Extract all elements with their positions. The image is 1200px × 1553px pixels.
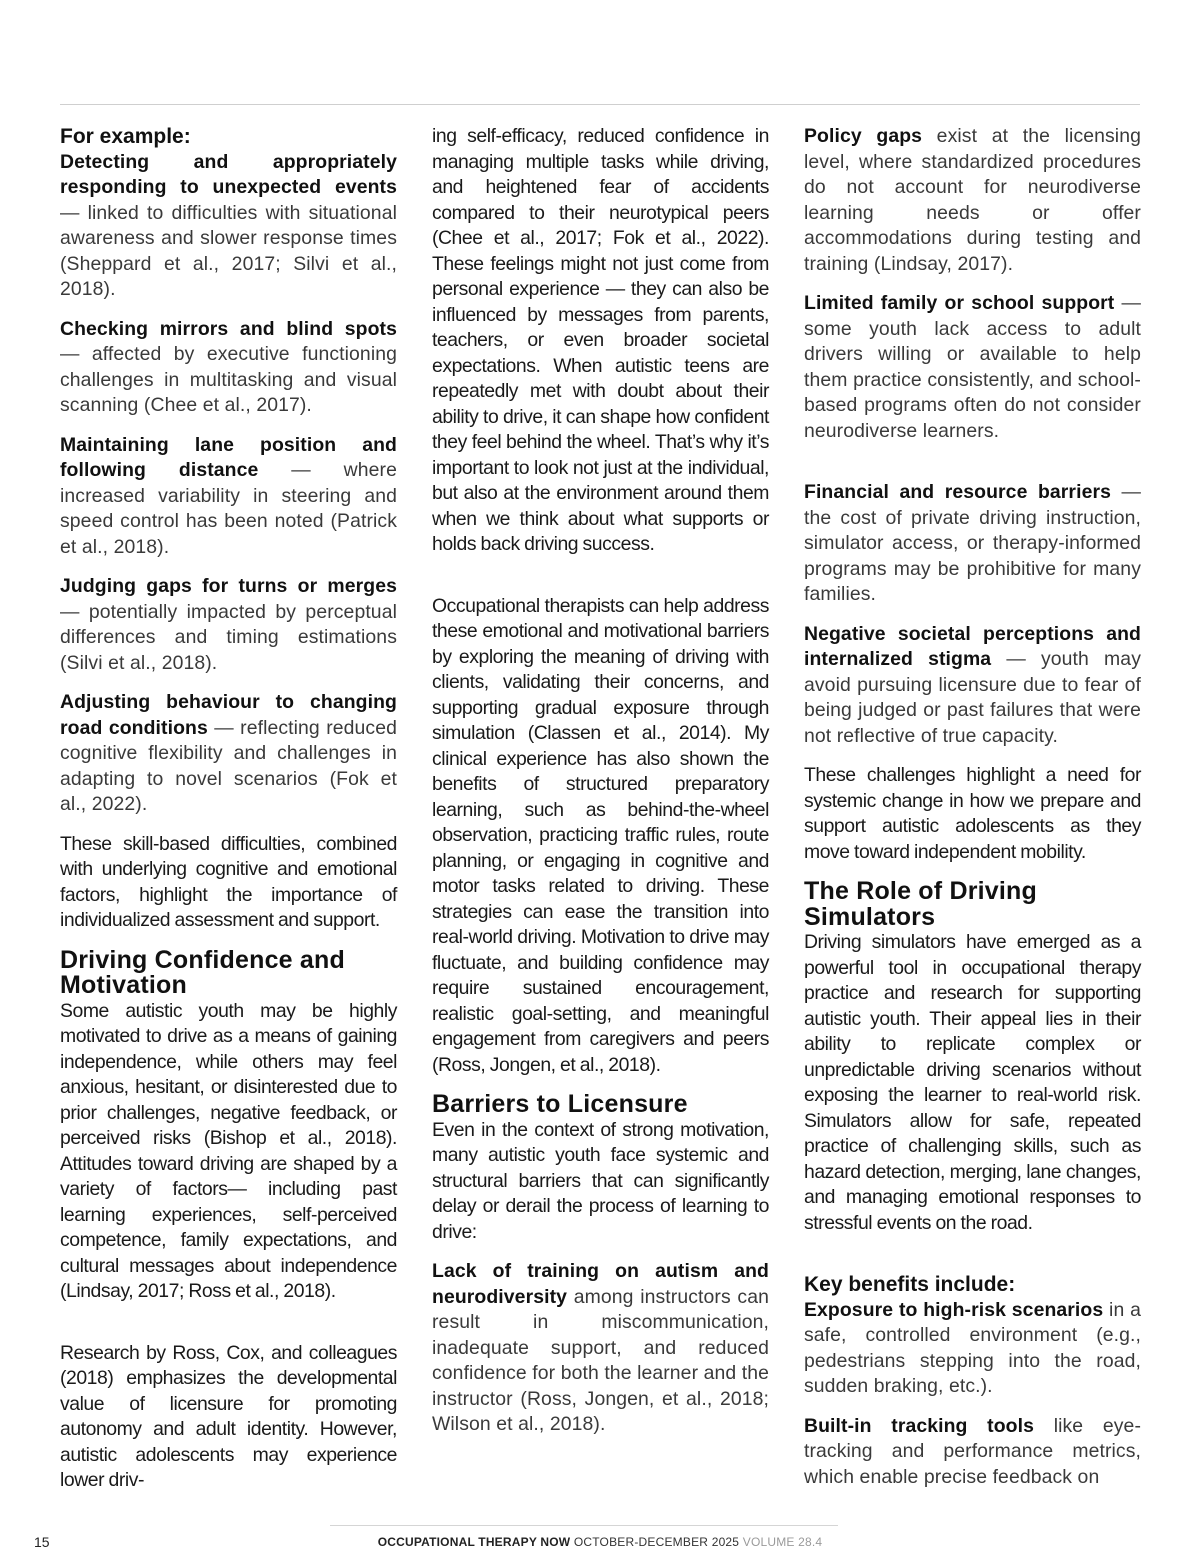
skill-item-title: Adjusting behaviour to changing road conditions [60,691,397,739]
footer-divider [330,1525,838,1526]
barrier-item-title: Limited family or school support [804,292,1115,314]
barrier-item [804,291,1141,444]
body-paragraph: Occupational therapists can help address these emotional and motivational barriers by exploring the meaning of driving with clients, validating their concerns, and supporting gradual exposure through simulation (Classen et al., 2014). My clinical experience has also shown the benefits of structured preparatory learning, such as behind-the-wheel observation, practicing traffic rules, route planning, or engaging in cognitive and motor tasks related to driving. These strategies can ease the transition into real-world driving. Motivation to drive may fluctuate, and building confidence may require sustained encouragement, realistic goal-setting, and meaningful engagement from caregivers and peers (Ross, Jongen, et al., 2018). [432,594,769,1076]
skill-item-title: Detecting and appropriately responding to unexpected events [60,150,397,198]
skill-item-text: — reflecting reduced cognitive flexibility and challenges in adapting to novel scenarios (Fok et al., 2022). [60,716,397,815]
body-paragraph: Driving simulators have emerged as a powerful tool in occupational therapy practice and research for supporting autistic youth. Their appeal lies in their ability to replicate complex or unpredictable driving scenarios without exposing the learner to real-world risk. Simulators allow for safe, repeated practice of challenging skills, such as hazard detection, merging, lane changes, and managing emotional responses to stressful events on the road. [804,931,1141,1234]
column-middle [432,124,769,1452]
skills-summary-paragraph: These skill-based difficulties, combined with underlying cognitive and emotional factors, highlight the importance of individualized assessment and support. [60,832,397,931]
page-number: 15 [34,1534,50,1550]
for-example-heading: For example: [60,125,191,148]
body-paragraph: ing self-efficacy, reduced confidence in managing multiple tasks while driving, and heightened fear of accidents compared to their neurotypical peers (Chee et al., 2017; Fok et al., 2022). These feelings might not just come from personal experience — they can also be influenced by messages from parents, teachers, or even broader societal expectations. When autistic teens are repeatedly met with doubt about their ability to drive, it can shape how confident they feel behind the wheel. That’s why it’s important to look not just at the individual, but also at the environment around them when we think about what supports or holds back driving success. [432,125,769,555]
section-heading-simulators: The Role of Driving Simulators [804,877,1037,931]
barrier-item [804,622,1141,750]
skill-item-text: — affected by executive functioning challenges in multitasking and visual scanning (Chee et al., 2017). [60,343,397,416]
skill-item [60,433,397,561]
body-paragraph: Some autistic youth may be highly motivated to drive as a means of gaining independence, while others may feel anxious, hesitant, or disinterested due to prior challenges, negative feedback, or perceived risks (Bishop et al., 2018). Attitudes toward driving are shaped by a variety of factors— including past learning experiences, self-perceived competence, family expectations, and cultural messages about independence (Lindsay, 2017; Ross et al., 2018). [60,999,397,1302]
skill-item-text: — where increased variability in steering and speed control has been noted (Patrick et al., 2018). [60,459,397,558]
benefit-item-text: in a safe, controlled environment (e.g., pedestrians stepping into the road, sudden braking, etc.). [804,1298,1141,1397]
barrier-item-text: — youth may avoid pursuing licensure due to fear of being judged or past failures that were not reflective of true capacity. [804,648,1141,747]
barriers-summary-paragraph: These challenges highlight a need for systemic change in how we prepare and support autistic adolescents as they move toward independent mobility. [804,764,1141,863]
barrier-item-text: — some youth lack access to adult drivers willing or available to help them practice consistently, and school-based programs often do not consider neurodiverse learners. [804,292,1141,442]
body-paragraph: Research by Ross, Cox, and colleagues (2018) emphasizes the developmental value of licensure for promoting autonomy and adult identity. However, autistic adolescents may experience lower driv- [60,1341,397,1491]
skill-item-title: Checking mirrors and blind spots [60,317,397,340]
key-benefits-heading: Key benefits include: [804,1273,1016,1296]
benefit-item [804,1298,1141,1400]
barrier-item-title: Negative societal perceptions and internalized stigma [804,622,1141,670]
skill-item-text: — potentially impacted by perceptual differences and timing estimations (Silvi et al., 2018). [60,600,397,674]
benefit-item [804,1414,1141,1491]
benefit-item-text: like eye-tracking and performance metrics, which enable precise feedback on [804,1414,1141,1488]
benefit-item-title: Built-in tracking tools [804,1414,1034,1437]
barrier-item [804,480,1141,608]
skill-item [60,317,397,419]
skill-item [60,574,397,676]
skill-item-text: — linked to difficulties with situational awareness and slower response times (Sheppard et al., 2017; Silvi et al., 2018). [60,201,397,300]
barrier-item-text: among instructors can result in miscommunication, inadequate support, and reduced confidence for both the learner and the instructor (Ross, Jongen, et al., 2018; Wilson et al., 2018). [432,1285,770,1435]
benefit-item-title: Exposure to high-risk scenarios [804,1298,1104,1321]
barrier-item [804,124,1141,277]
barrier-item-text: exist at the licensing level, where standardized procedures do not account for neurodiverse learning needs or offer accommodations during testing and training (Lindsay, 2017). [804,125,1141,275]
skill-item-title: Maintaining lane position and following distance [60,433,397,481]
barrier-item-title: Financial and resource barriers [804,481,1111,503]
column-left [60,124,397,1508]
barrier-item-title: Policy gaps [804,125,923,147]
issue-date: OCTOBER-DECEMBER 2025 [573,1535,740,1549]
column-right [804,124,1141,1504]
publication-title: OCCUPATIONAL THERAPY NOW [377,1535,571,1549]
running-footer [0,1535,1200,1549]
barrier-item-text: — the cost of private driving instruction, simulator access, or therapy-informed programs may be prohibitive for many families. [804,481,1141,605]
top-divider [60,104,1140,105]
barrier-item [432,1259,769,1438]
volume-number: VOLUME 28.4 [742,1535,823,1549]
body-paragraph: Even in the context of strong motivation, many autistic youth face systemic and structural barriers that can significantly delay or derail the process of learning to drive: [432,1118,769,1243]
section-heading-driving-confidence: Driving Confidence and Motivation [60,945,345,999]
skill-item [60,690,397,818]
barrier-item-title: Lack of training on autism and neurodiversity [432,1260,769,1308]
section-heading-barriers: Barriers to Licensure [432,1090,688,1118]
skill-item-title: Judging gaps for turns or merges [60,575,397,597]
skill-item [60,150,397,303]
